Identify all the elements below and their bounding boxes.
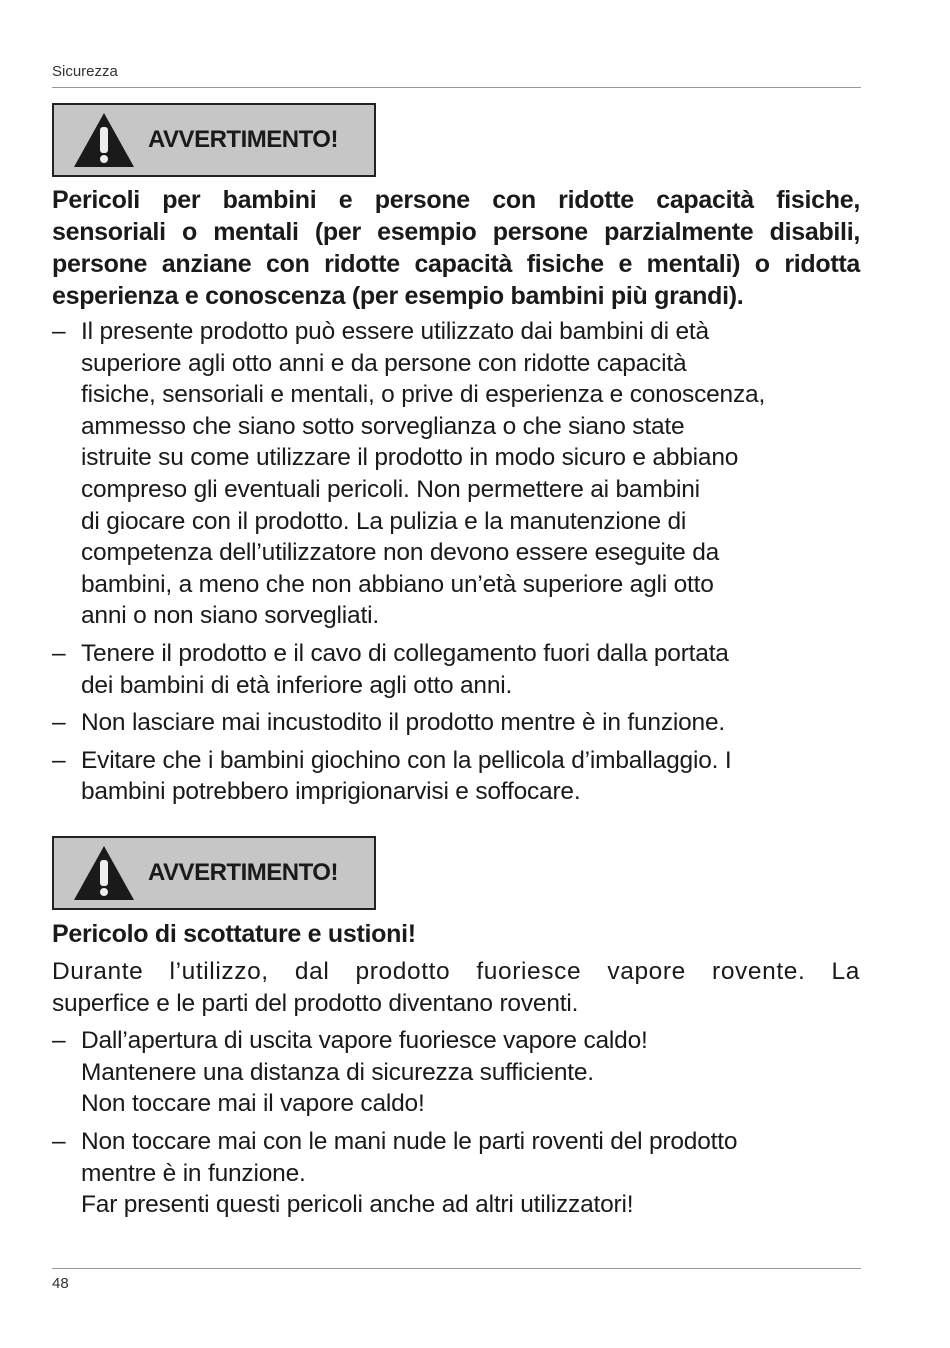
section2-body [52,956,860,1221]
text-line: Tenere il prodotto e il cavo di collegamento fuori dalla portata [81,639,729,667]
warning-box [52,103,376,177]
text-line: Far presenti questi pericoli anche ad altri utilizzatori! [81,1191,634,1219]
text-line: compreso gli eventuali pericoli. Non permettere ai bambini [81,475,700,503]
text-line: Dall’apertura di uscita vapore fuoriesce vapore caldo! [81,1027,648,1055]
list-item [52,745,860,808]
text-line: bambini, a meno che non abbiano un’età superiore agli otto [81,570,714,598]
dash-bullet: – [52,1027,66,1055]
text-line: competenza dell’utilizzatore non devono essere eseguite da [81,539,720,567]
list-item [52,707,860,739]
dash-bullet: – [52,746,66,774]
text-line: istruite su come utilizzare il prodotto in modo sicuro e abbiano [81,444,739,472]
text-line: mentre è in funzione. [81,1159,306,1187]
dash-bullet: – [52,1127,66,1155]
footer-rule [52,1268,861,1269]
section1-heading [52,184,860,312]
text-line: superfice e le parti del prodotto diventano roventi. [52,989,579,1017]
heading-line: sensoriali o mentali (per esempio persone parzialmente disabili, [52,218,860,246]
text-line: dei bambini di età inferiore agli otto anni. [81,671,513,699]
dash-bullet: – [52,639,66,667]
text-line: di giocare con il prodotto. La pulizia e la manutenzione di [81,507,687,535]
warning-triangle-icon [72,111,136,169]
intro-paragraph [52,956,860,1019]
heading-line: Pericoli per bambini e persone con ridotte capacità fisiche, [52,186,860,214]
warning-box [52,836,376,910]
list-item [52,1025,860,1120]
text-line: Non toccare mai con le mani nude le parti roventi del prodotto [81,1127,738,1155]
warning-label: AVVERTIMENTO! [148,859,338,886]
section1-bullets [52,316,860,808]
dash-bullet: – [52,318,66,345]
text-line: Non lasciare mai incustodito il prodotto mentre è in funzione. [81,709,726,737]
list-item [52,1126,860,1221]
text-line: Durante l’utilizzo, dal prodotto fuoriesce vapore rovente. La [52,958,860,985]
heading-line: persone anziane con ridotte capacità fisiche e mentali) o ridotta [52,250,860,278]
warning-triangle-icon [72,844,136,902]
section2-heading: Pericolo di scottature e ustioni! [52,920,416,948]
running-header: Sicurezza [52,63,118,80]
text-line: fisiche, sensoriali e mentali, o prive di esperienza e conoscenza, [81,381,766,409]
text-line: Mantenere una distanza di sicurezza sufficiente. [81,1058,594,1086]
page-number: 48 [52,1275,69,1292]
dash-bullet: – [52,709,66,737]
text-line: ammesso che siano sotto sorveglianza o che siano state [81,412,685,440]
text-line: Il presente prodotto può essere utilizzato dai bambini di età [81,318,709,345]
list-item [52,638,860,701]
heading-line: esperienza e conoscenza (per esempio bambini più grandi). [52,282,744,310]
list-item [52,316,860,632]
text-line: anni o non siano sorvegliati. [81,602,379,630]
text-line: Evitare che i bambini giochino con la pellicola d’imballaggio. I [81,746,732,774]
text-line: superiore agli otto anni e da persone con ridotte capacità [81,349,687,377]
header-rule [52,87,861,88]
warning-label: AVVERTIMENTO! [148,126,338,153]
text-line: Non toccare mai il vapore caldo! [81,1090,425,1118]
text-line: bambini potrebbero imprigionarvisi e soffocare. [81,778,581,806]
